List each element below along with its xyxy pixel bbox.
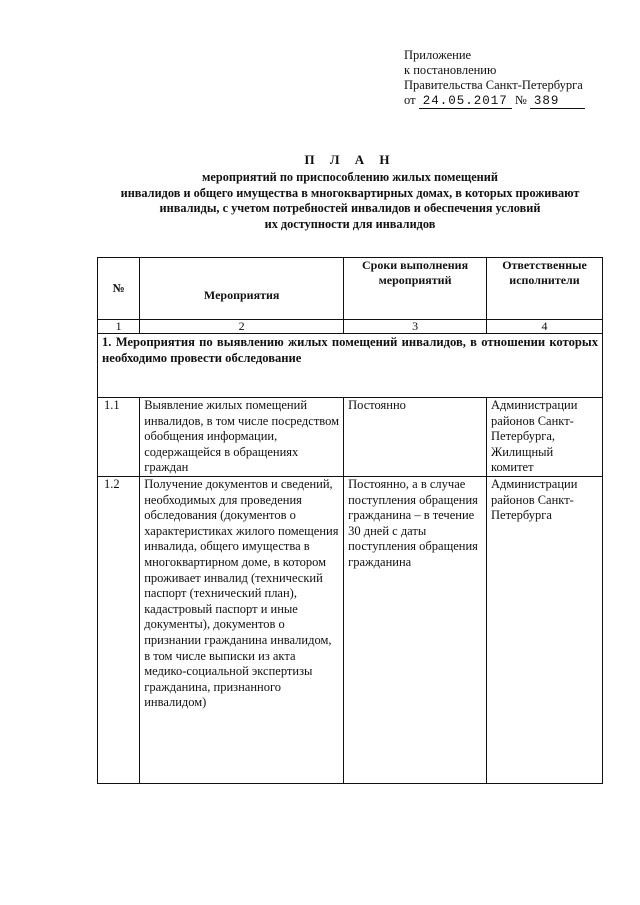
- index-cell: 1: [98, 320, 140, 334]
- title-line-3: инвалиды, с учетом потребностей инвалидов и обеспечения условий: [159, 201, 541, 215]
- row-number: 1.1: [98, 398, 140, 477]
- row-responsible: Администрации районов Санкт-Петербурга: [487, 476, 603, 783]
- number-label: №: [514, 93, 527, 107]
- header-responsible: Ответственные исполнители: [487, 258, 603, 320]
- row-measure: Получение документов и сведений, необходимых для проведения обследования (документов о характеристиках жилого помещения инвалида, общего имущества в многоквартирном доме, в котором проживает инвалид (технический паспорт (технический план), кадастровый паспорт и иные документы), документов о признании гражданина инвалидом, в том числе выписки из акта медико-социальной экспертизы гражданина, признанного инвалидом): [140, 476, 344, 783]
- table-header-row: [98, 258, 603, 320]
- row-term: Постоянно: [344, 398, 487, 477]
- table-row: [98, 476, 603, 783]
- section-number: 1.: [102, 335, 112, 349]
- row-measure: Выявление жилых помещений инвалидов, в том числе посредством обобщения информации, содержащейся в обращениях граждан: [140, 398, 344, 477]
- appendix-line-1: Приложение: [404, 48, 472, 62]
- plan-heading: П Л А Н: [304, 152, 396, 167]
- row-term: Постоянно, а в случае поступления обращения гражданина – в течение 30 дней с даты поступления обращения гражданина: [344, 476, 487, 783]
- appendix-line-3: Правительства Санкт-Петербурга: [404, 78, 583, 92]
- section-row: [98, 334, 603, 398]
- title-line-2: инвалидов и общего имущества в многоквартирных домах, в которых проживают: [120, 185, 580, 200]
- appendix-date-line: [404, 93, 585, 109]
- appendix-block: [404, 48, 585, 109]
- header-terms: Сроки выполнения мероприятий: [344, 258, 487, 320]
- decree-number: 389: [530, 94, 586, 109]
- section-text: Мероприятия по выявлению жилых помещений инвалидов, в отношении которых необходимо провести обследование: [102, 335, 598, 365]
- title-line-4: их доступности для инвалидов: [264, 216, 436, 231]
- plan-table: [97, 257, 603, 784]
- header-number: №: [98, 258, 140, 320]
- index-cell: 3: [344, 320, 487, 334]
- section-heading: [98, 334, 603, 398]
- table-row: [98, 398, 603, 477]
- row-responsible: Администрации районов Санкт-Петербурга, Жилищный комитет: [487, 398, 603, 477]
- from-label: от: [404, 93, 416, 107]
- document-title: [98, 152, 602, 232]
- index-cell: 2: [140, 320, 344, 334]
- decree-date: 24.05.2017: [419, 94, 512, 109]
- header-measures: Мероприятия: [140, 258, 344, 320]
- appendix-line-2: к постановлению: [404, 63, 497, 77]
- row-number: 1.2: [98, 476, 140, 783]
- index-cell: 4: [487, 320, 603, 334]
- table-index-row: [98, 320, 603, 334]
- title-line-1: мероприятий по приспособлению жилых помещений: [202, 170, 498, 184]
